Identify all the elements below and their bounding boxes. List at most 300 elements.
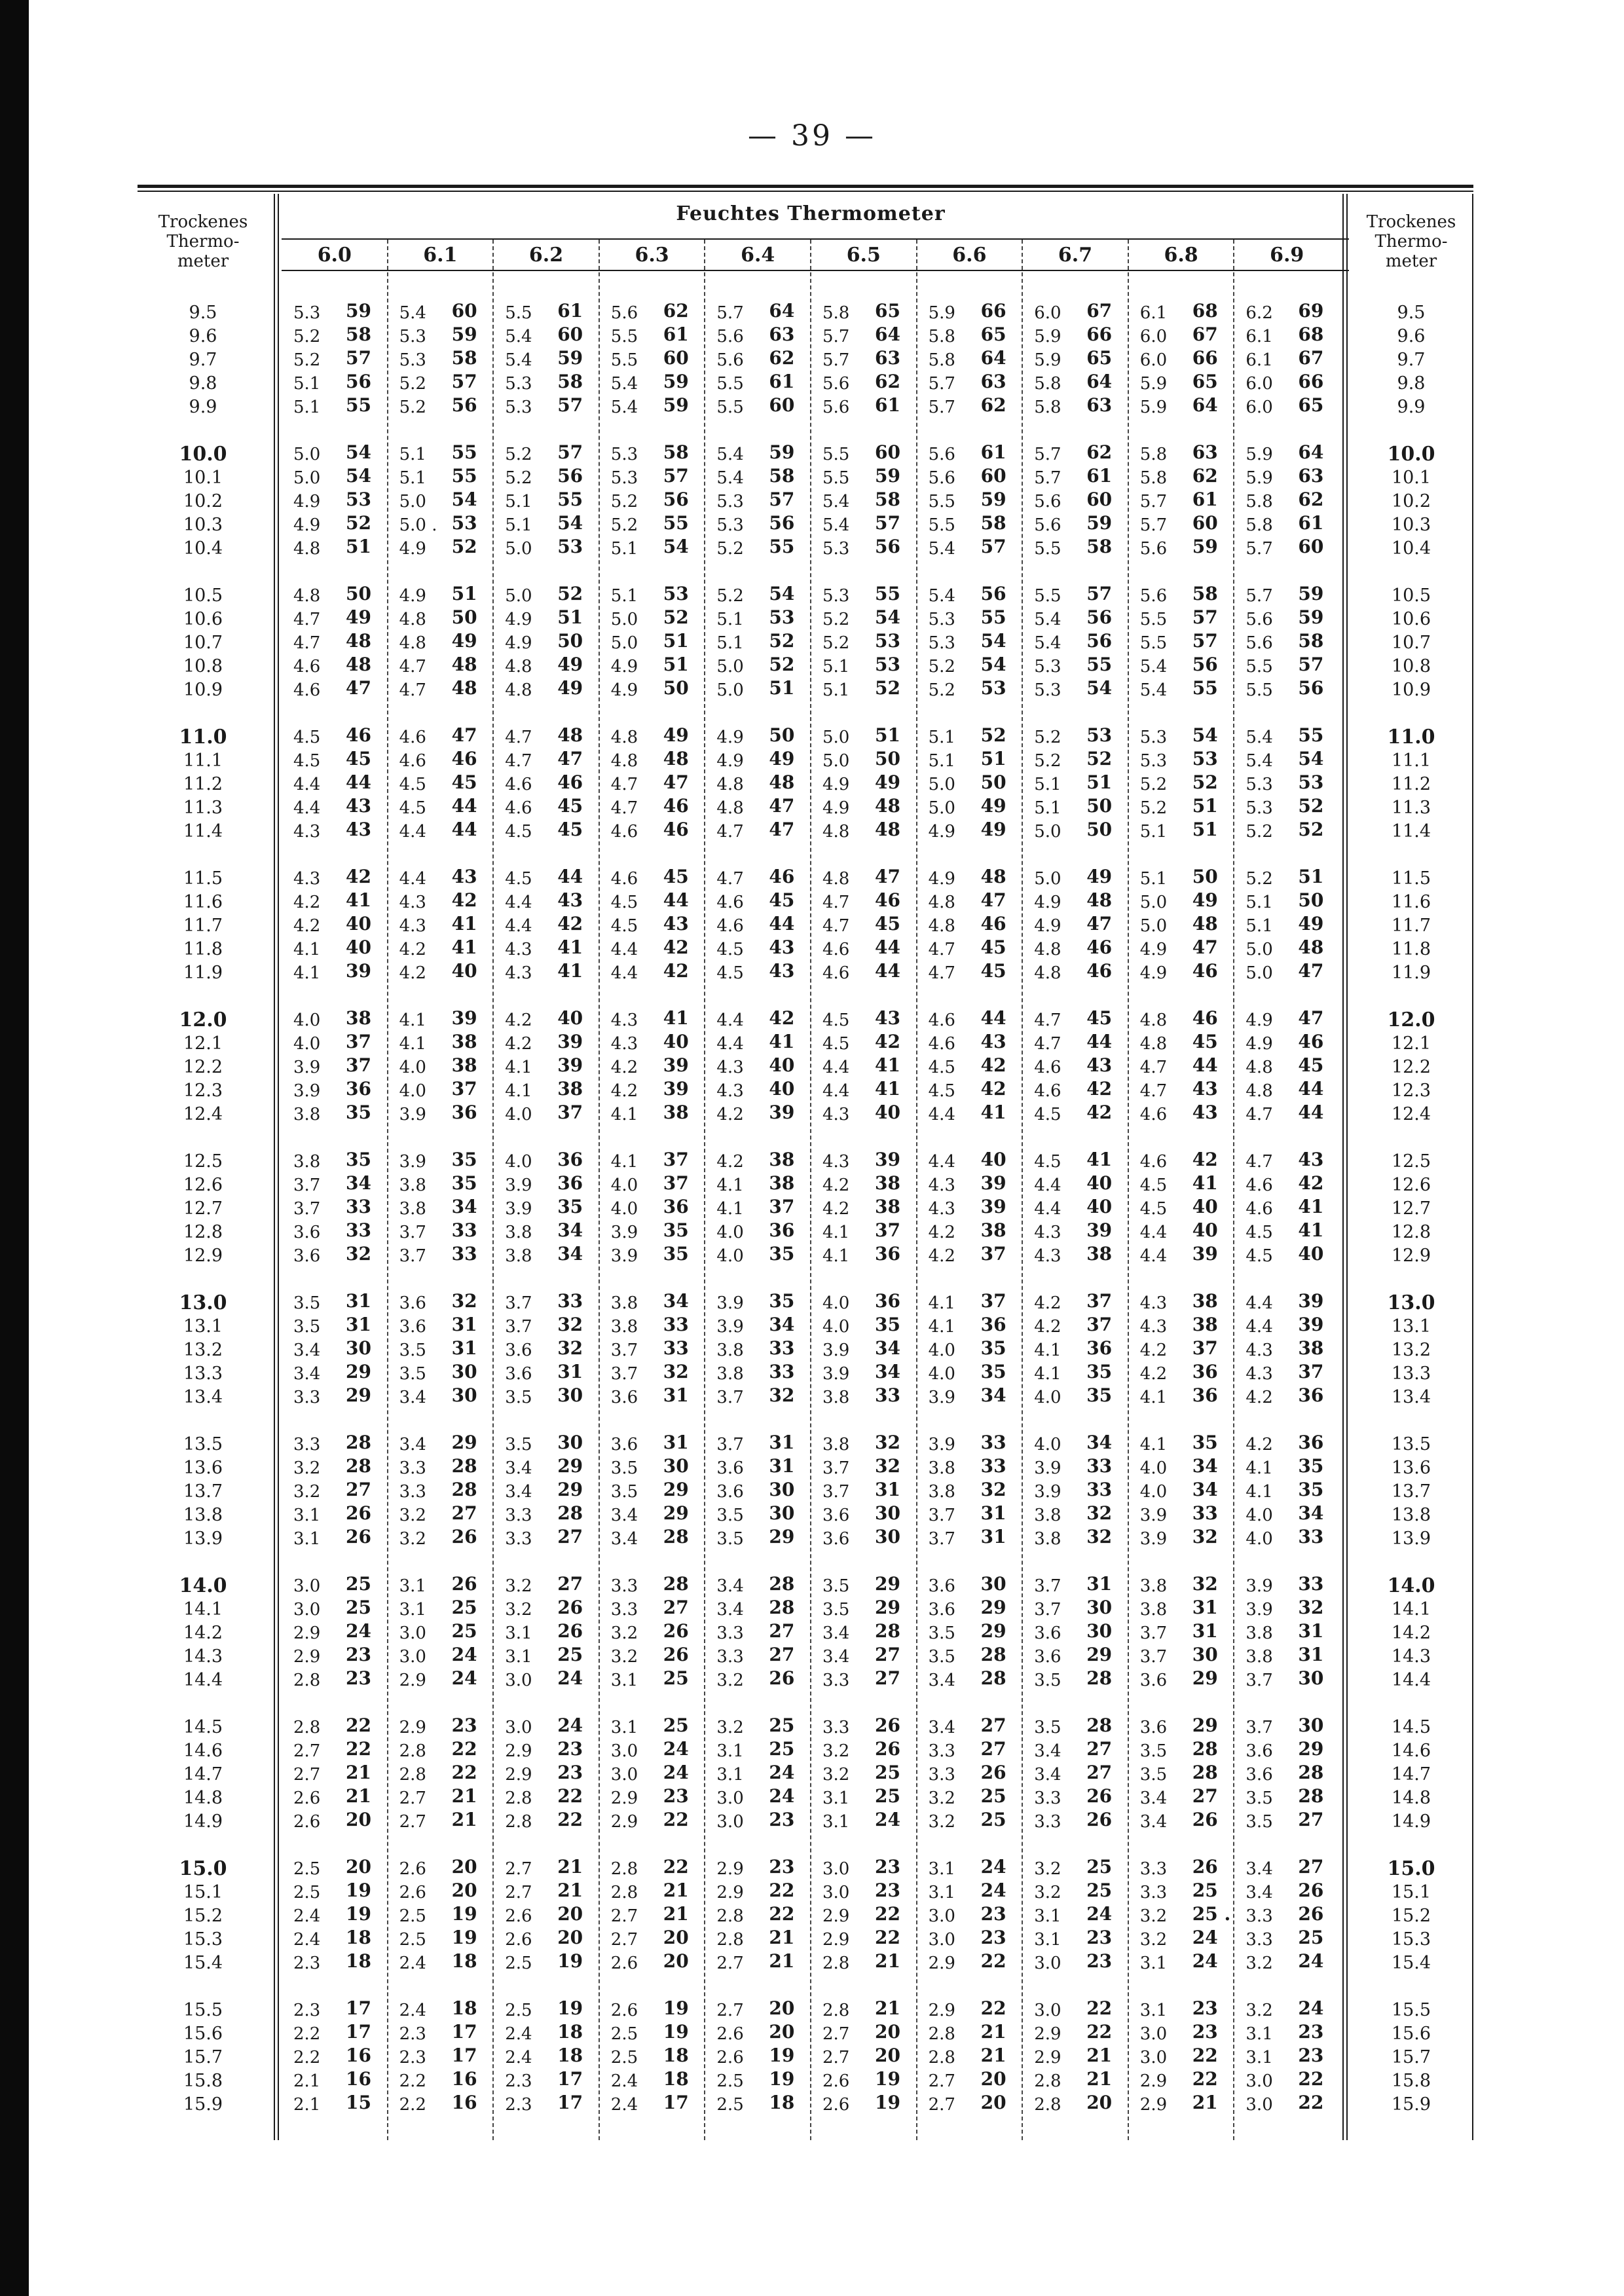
relative-humidity-value: 60 bbox=[875, 441, 900, 463]
relative-humidity-value: 19 bbox=[346, 1879, 371, 1901]
relative-humidity-value: 42 bbox=[451, 889, 477, 911]
dry-temp-right: 10.0 bbox=[1387, 443, 1435, 466]
relative-humidity-value: 25 bbox=[663, 1714, 689, 1736]
vapor-pressure-value: 4.9 bbox=[1034, 893, 1061, 912]
relative-humidity-value: 42 bbox=[1086, 1078, 1113, 1100]
relative-humidity-value: 55 bbox=[557, 489, 583, 510]
relative-humidity-value: 43 bbox=[451, 866, 477, 887]
row-group bbox=[138, 1574, 1473, 1692]
dry-temp-right: 9.7 bbox=[1397, 350, 1426, 370]
relative-humidity-value: 19 bbox=[346, 1903, 371, 1925]
relative-humidity-value: 27 bbox=[1086, 1762, 1113, 1783]
vapor-pressure-value: 3.8 bbox=[928, 1482, 955, 1502]
vapor-pressure-value: 3.5 bbox=[1139, 1765, 1168, 1785]
dry-temp-left: 15.7 bbox=[183, 2047, 223, 2067]
relative-humidity-value: 31 bbox=[769, 1432, 795, 1453]
relative-humidity-value: 20 bbox=[769, 2021, 795, 2043]
vapor-pressure-value: 3.5 bbox=[610, 1482, 638, 1502]
vapor-pressure-value: 3.9 bbox=[505, 1199, 532, 1219]
vapor-pressure-value: 4.7 bbox=[1246, 1105, 1273, 1124]
relative-humidity-value: 22 bbox=[346, 1738, 371, 1760]
vapor-pressure-value: 5.3 bbox=[716, 515, 744, 535]
relative-humidity-value: 23 bbox=[451, 1714, 477, 1736]
vapor-pressure-value: 5.9 bbox=[1139, 374, 1168, 394]
dry-temp-right: 14.5 bbox=[1391, 1717, 1431, 1737]
vapor-pressure-value: 3.1 bbox=[505, 1623, 532, 1643]
relative-humidity-value: 59 bbox=[1298, 606, 1324, 628]
relative-humidity-value: 62 bbox=[1086, 441, 1113, 463]
wet-column-header: 6.6 bbox=[952, 244, 987, 267]
vapor-pressure-value: 4.5 bbox=[399, 798, 426, 818]
vapor-pressure-value: 2.5 bbox=[505, 1953, 532, 1973]
relative-humidity-value: 67 bbox=[1086, 300, 1113, 322]
vapor-pressure-value: 4.8 bbox=[928, 916, 955, 936]
vapor-pressure-value: 4.6 bbox=[505, 775, 532, 794]
relative-humidity-value: 33 bbox=[1298, 1573, 1324, 1595]
relative-humidity-value: 40 bbox=[769, 1054, 795, 1076]
vapor-pressure-value: 3.2 bbox=[822, 1765, 850, 1785]
relative-humidity-value: 19 bbox=[663, 2021, 689, 2043]
relative-humidity-value: 28 bbox=[769, 1597, 795, 1618]
relative-humidity-value: 50 bbox=[663, 677, 689, 699]
dry-temp-left: 15.4 bbox=[183, 1953, 223, 1973]
relative-humidity-value: 41 bbox=[980, 1102, 1006, 1123]
relative-humidity-value: 19 bbox=[875, 2068, 900, 2090]
vapor-pressure-value: 2.9 bbox=[716, 1859, 744, 1879]
relative-humidity-value: 36 bbox=[875, 1243, 900, 1265]
vapor-pressure-value: 5.2 bbox=[610, 515, 638, 535]
vapor-pressure-value: 2.6 bbox=[716, 2048, 744, 2067]
vapor-pressure-value: 5.6 bbox=[1139, 539, 1168, 559]
relative-humidity-value: 17 bbox=[451, 2045, 477, 2066]
vapor-pressure-value: 3.0 bbox=[1034, 1953, 1061, 1973]
relative-humidity-value: 23 bbox=[557, 1738, 583, 1760]
vapor-pressure-value: 2.9 bbox=[293, 1647, 321, 1667]
vapor-pressure-value: 2.7 bbox=[928, 2095, 955, 2115]
vapor-pressure-value: 5.4 bbox=[716, 445, 744, 464]
relative-humidity-value: 24 bbox=[451, 1667, 477, 1689]
relative-humidity-value: 54 bbox=[980, 654, 1006, 675]
vapor-pressure-value: 5.9 bbox=[928, 303, 955, 323]
relative-humidity-value: 55 bbox=[769, 536, 795, 557]
relative-humidity-value: 58 bbox=[451, 347, 477, 369]
vapor-pressure-value: 4.3 bbox=[1034, 1223, 1061, 1242]
relative-humidity-value: 47 bbox=[346, 677, 371, 699]
vapor-pressure-value: 3.2 bbox=[716, 1671, 744, 1690]
relative-humidity-value: 20 bbox=[663, 1950, 689, 1972]
relative-humidity-value: 21 bbox=[875, 1997, 900, 2019]
relative-humidity-value: 31 bbox=[769, 1455, 795, 1477]
relative-humidity-value: 57 bbox=[557, 441, 583, 463]
vapor-pressure-value: 5.5 bbox=[610, 327, 638, 346]
relative-humidity-value: 53 bbox=[980, 677, 1006, 699]
vapor-pressure-value: 4.2 bbox=[716, 1152, 744, 1172]
relative-humidity-value: 50 bbox=[346, 583, 371, 604]
relative-humidity-value: 57 bbox=[557, 394, 583, 416]
relative-humidity-value: 25 bbox=[1192, 1879, 1218, 1901]
vapor-pressure-value: 5.2 bbox=[1246, 869, 1273, 889]
vapor-pressure-value: 4.3 bbox=[1139, 1293, 1168, 1313]
vapor-pressure-value: 3.4 bbox=[1139, 1788, 1168, 1808]
vapor-pressure-value: 2.2 bbox=[293, 2024, 321, 2044]
relative-humidity-value: 39 bbox=[1298, 1314, 1324, 1335]
vapor-pressure-value: 5.3 bbox=[610, 445, 638, 464]
wet-header: Feuchtes Thermometer bbox=[676, 202, 946, 225]
vapor-pressure-value: 5.1 bbox=[716, 610, 744, 629]
vapor-pressure-value: 5.2 bbox=[505, 445, 532, 464]
vapor-pressure-value: 5.0 bbox=[505, 586, 532, 606]
vapor-pressure-value: 4.2 bbox=[1139, 1364, 1168, 1384]
dry-temp-left: 11.4 bbox=[183, 821, 223, 842]
vapor-pressure-value: 5.0 bbox=[1246, 963, 1273, 983]
relative-humidity-value: 18 bbox=[557, 2045, 583, 2066]
vapor-pressure-value: 4.6 bbox=[822, 940, 850, 959]
relative-humidity-value: 45 bbox=[557, 819, 583, 840]
relative-humidity-value: 39 bbox=[1298, 1290, 1324, 1312]
vapor-pressure-value: 3.2 bbox=[1139, 1906, 1168, 1926]
vapor-pressure-value: 3.6 bbox=[505, 1364, 532, 1384]
relative-humidity-value: 49 bbox=[346, 606, 371, 628]
vapor-pressure-value: 2.8 bbox=[399, 1765, 426, 1785]
vapor-pressure-value: 3.1 bbox=[505, 1647, 532, 1667]
relative-humidity-value: 18 bbox=[663, 2068, 689, 2090]
vapor-pressure-value: 4.4 bbox=[1034, 1176, 1061, 1195]
relative-humidity-value: 55 bbox=[1086, 654, 1113, 675]
vapor-pressure-value: 3.0 bbox=[928, 1930, 955, 1950]
vapor-pressure-value: 2.9 bbox=[822, 1930, 850, 1950]
vapor-pressure-value: 5.1 bbox=[928, 728, 955, 747]
relative-humidity-value: 25 bbox=[980, 1785, 1006, 1807]
relative-humidity-value: 54 bbox=[346, 465, 371, 487]
relative-humidity-value: 54 bbox=[663, 536, 689, 557]
relative-humidity-value: 43 bbox=[769, 960, 795, 982]
dry-temp-left: 14.0 bbox=[179, 1574, 227, 1597]
relative-humidity-value: 23 bbox=[1086, 1927, 1113, 1948]
relative-humidity-value: 32 bbox=[557, 1314, 583, 1335]
relative-humidity-value: 45 bbox=[451, 771, 477, 793]
vapor-pressure-value: 2.9 bbox=[610, 1788, 638, 1808]
vapor-pressure-value: 3.2 bbox=[399, 1506, 426, 1525]
vapor-pressure-value: 4.1 bbox=[610, 1105, 638, 1124]
vapor-pressure-value: 4.7 bbox=[1139, 1081, 1168, 1101]
relative-humidity-value: 25 . bbox=[1192, 1903, 1231, 1925]
vapor-pressure-value: 3.0 bbox=[1139, 2024, 1168, 2044]
relative-humidity-value: 16 bbox=[451, 2092, 477, 2113]
relative-humidity-value: 23 bbox=[663, 1785, 689, 1807]
vapor-pressure-value: 3.0 bbox=[293, 1600, 321, 1620]
relative-humidity-value: 26 bbox=[663, 1644, 689, 1665]
dry-temp-right: 10.6 bbox=[1391, 609, 1431, 629]
relative-humidity-value: 67 bbox=[1192, 324, 1218, 345]
relative-humidity-value: 43 bbox=[346, 819, 371, 840]
relative-humidity-value: 52 bbox=[1298, 795, 1324, 817]
relative-humidity-value: 22 bbox=[875, 1927, 900, 1948]
vapor-pressure-value: 5.3 bbox=[1246, 775, 1273, 794]
vapor-pressure-value: 5.6 bbox=[1034, 492, 1061, 511]
relative-humidity-value: 27 bbox=[346, 1479, 371, 1500]
relative-humidity-value: 49 bbox=[663, 724, 689, 746]
vapor-pressure-value: 4.9 bbox=[293, 515, 321, 535]
relative-humidity-value: 33 bbox=[1086, 1479, 1113, 1500]
vapor-pressure-value: 5.1 bbox=[505, 492, 532, 511]
dry-temp-left: 12.0 bbox=[179, 1009, 227, 1031]
relative-humidity-value: 28 bbox=[1192, 1738, 1218, 1760]
relative-humidity-value: 32 bbox=[1086, 1526, 1113, 1547]
relative-humidity-value: 55 bbox=[346, 394, 371, 416]
relative-humidity-value: 53 bbox=[1086, 724, 1113, 746]
relative-humidity-value: 29 bbox=[875, 1573, 900, 1595]
relative-humidity-value: 35 bbox=[346, 1149, 371, 1170]
relative-humidity-value: 24 bbox=[980, 1879, 1006, 1901]
relative-humidity-value: 22 bbox=[980, 1950, 1006, 1972]
relative-humidity-value: 21 bbox=[980, 2021, 1006, 2043]
relative-humidity-value: 34 bbox=[769, 1314, 795, 1335]
vapor-pressure-value: 2.9 bbox=[1034, 2048, 1061, 2067]
vapor-pressure-value: 2.9 bbox=[716, 1883, 744, 1902]
relative-humidity-value: 21 bbox=[769, 1950, 795, 1972]
vapor-pressure-value: 3.1 bbox=[1139, 1953, 1168, 1973]
dry-temp-left: 15.9 bbox=[183, 2094, 223, 2115]
dry-temp-left: 10.1 bbox=[183, 468, 223, 488]
vapor-pressure-value: 4.4 bbox=[293, 775, 321, 794]
vapor-pressure-value: 5.9 bbox=[1034, 350, 1061, 370]
relative-humidity-value: 49 bbox=[980, 819, 1006, 840]
relative-humidity-value: 37 bbox=[663, 1172, 689, 1194]
vapor-pressure-value: 5.2 bbox=[822, 610, 850, 629]
relative-humidity-value: 56 bbox=[769, 512, 795, 534]
vapor-pressure-value: 5.7 bbox=[928, 398, 955, 417]
vapor-pressure-value: 3.3 bbox=[1139, 1859, 1168, 1879]
relative-humidity-value: 29 bbox=[1086, 1644, 1113, 1665]
relative-humidity-value: 54 bbox=[557, 512, 583, 534]
vapor-pressure-value: 5.3 bbox=[1034, 680, 1061, 700]
wet-column-header: 6.7 bbox=[1058, 244, 1093, 267]
relative-humidity-value: 52 bbox=[1298, 819, 1324, 840]
vapor-pressure-value: 3.1 bbox=[399, 1576, 426, 1596]
relative-humidity-value: 51 bbox=[1192, 819, 1218, 840]
vapor-pressure-value: 3.6 bbox=[1139, 1671, 1168, 1690]
relative-humidity-value: 38 bbox=[1192, 1314, 1218, 1335]
vapor-pressure-value: 3.6 bbox=[822, 1506, 850, 1525]
dry-temp-left: 9.8 bbox=[189, 373, 217, 394]
dry-temp-left: 13.1 bbox=[183, 1316, 223, 1337]
relative-humidity-value: 41 bbox=[557, 936, 583, 958]
relative-humidity-value: 33 bbox=[663, 1314, 689, 1335]
vapor-pressure-value: 5.7 bbox=[1034, 445, 1061, 464]
vapor-pressure-value: 5.8 bbox=[1246, 515, 1273, 535]
vapor-pressure-value: 5.2 bbox=[1034, 728, 1061, 747]
vapor-pressure-value: 5.3 bbox=[1139, 728, 1168, 747]
dry-temp-left: 11.2 bbox=[183, 774, 223, 794]
relative-humidity-value: 49 bbox=[769, 748, 795, 769]
vapor-pressure-value: 3.1 bbox=[1246, 2024, 1273, 2044]
vapor-pressure-value: 3.2 bbox=[1139, 1930, 1168, 1950]
relative-humidity-value: 53 bbox=[1298, 771, 1324, 793]
vapor-pressure-value: 3.5 bbox=[1034, 1671, 1061, 1690]
relative-humidity-value: 23 bbox=[1192, 2021, 1218, 2043]
relative-humidity-value: 23 bbox=[1298, 2021, 1324, 2043]
vapor-pressure-value: 3.0 bbox=[822, 1883, 850, 1902]
relative-humidity-value: 55 bbox=[875, 583, 900, 604]
vapor-pressure-value: 2.7 bbox=[928, 2071, 955, 2091]
dry-temp-right: 10.4 bbox=[1391, 538, 1431, 559]
relative-humidity-value: 17 bbox=[557, 2068, 583, 2090]
vapor-pressure-value: 2.8 bbox=[399, 1741, 426, 1761]
column-header-underline bbox=[282, 270, 1349, 271]
vapor-pressure-value: 5.8 bbox=[1139, 468, 1168, 488]
dry-temp-left: 12.3 bbox=[183, 1081, 223, 1101]
vapor-pressure-value: 4.4 bbox=[928, 1152, 955, 1172]
vapor-pressure-value: 4.7 bbox=[716, 822, 744, 842]
vapor-pressure-value: 3.0 bbox=[928, 1906, 955, 1926]
vapor-pressure-value: 2.7 bbox=[610, 1906, 638, 1926]
relative-humidity-value: 53 bbox=[346, 489, 371, 510]
vapor-pressure-value: 3.2 bbox=[293, 1458, 321, 1478]
relative-humidity-value: 22 bbox=[663, 1809, 689, 1830]
relative-humidity-value: 16 bbox=[346, 2068, 371, 2090]
wet-column-header: 6.8 bbox=[1164, 244, 1198, 267]
dry-temp-left: 10.4 bbox=[183, 538, 223, 559]
relative-humidity-value: 41 bbox=[875, 1054, 900, 1076]
vapor-pressure-value: 4.8 bbox=[1034, 963, 1061, 983]
dry-temp-right: 15.5 bbox=[1391, 2000, 1431, 2020]
relative-humidity-value: 46 bbox=[663, 819, 689, 840]
vapor-pressure-value: 3.8 bbox=[822, 1388, 850, 1407]
vapor-pressure-value: 2.7 bbox=[610, 1930, 638, 1950]
vapor-pressure-value: 5.4 bbox=[399, 303, 426, 323]
vapor-pressure-value: 2.2 bbox=[399, 2095, 426, 2115]
dry-temp-left: 10.3 bbox=[183, 515, 223, 535]
relative-humidity-value: 21 bbox=[980, 2045, 1006, 2066]
row-group bbox=[138, 443, 1473, 561]
dry-temp-right: 11.9 bbox=[1391, 963, 1431, 983]
vapor-pressure-value: 3.3 bbox=[1246, 1906, 1273, 1926]
vapor-pressure-value: 2.9 bbox=[1139, 2071, 1168, 2091]
vapor-pressure-value: 4.9 bbox=[293, 492, 321, 511]
vapor-pressure-value: 3.6 bbox=[928, 1600, 955, 1620]
relative-humidity-value: 47 bbox=[769, 819, 795, 840]
relative-humidity-value: 47 bbox=[663, 771, 689, 793]
relative-humidity-value: 21 bbox=[663, 1879, 689, 1901]
vapor-pressure-value: 3.9 bbox=[293, 1081, 321, 1101]
vapor-pressure-value: 3.9 bbox=[610, 1246, 638, 1266]
relative-humidity-value: 28 bbox=[875, 1620, 900, 1642]
relative-humidity-value: 19 bbox=[451, 1927, 477, 1948]
relative-humidity-value: 67 bbox=[1298, 347, 1324, 369]
vapor-pressure-value: 2.6 bbox=[505, 1930, 532, 1950]
relative-humidity-value: 48 bbox=[557, 724, 583, 746]
relative-humidity-value: 28 bbox=[1298, 1762, 1324, 1783]
relative-humidity-value: 26 bbox=[980, 1762, 1006, 1783]
vapor-pressure-value: 4.3 bbox=[716, 1058, 744, 1077]
relative-humidity-value: 63 bbox=[1298, 465, 1324, 487]
vapor-pressure-value: 3.6 bbox=[1139, 1718, 1168, 1737]
vapor-pressure-value: 5.4 bbox=[1246, 751, 1273, 771]
relative-humidity-value: 23 bbox=[980, 1903, 1006, 1925]
relative-humidity-value: 37 bbox=[769, 1196, 795, 1217]
relative-humidity-value: 21 bbox=[557, 1879, 583, 1901]
dry-temp-left: 11.7 bbox=[183, 916, 223, 936]
relative-humidity-value: 36 bbox=[346, 1078, 371, 1100]
dry-temp-left: 13.6 bbox=[183, 1458, 223, 1478]
dry-temp-right: 12.2 bbox=[1391, 1057, 1431, 1077]
relative-humidity-value: 62 bbox=[769, 347, 795, 369]
relative-humidity-value: 34 bbox=[557, 1243, 583, 1265]
relative-humidity-value: 51 bbox=[1298, 866, 1324, 887]
vapor-pressure-value: 6.0 bbox=[1034, 303, 1061, 323]
relative-humidity-value: 42 bbox=[663, 936, 689, 958]
relative-humidity-value: 43 bbox=[875, 1007, 900, 1029]
vapor-pressure-value: 5.3 bbox=[822, 586, 850, 606]
vapor-pressure-value: 3.3 bbox=[399, 1458, 426, 1478]
relative-humidity-value: 38 bbox=[980, 1219, 1006, 1241]
vapor-pressure-value: 4.3 bbox=[1139, 1317, 1168, 1337]
relative-humidity-value: 31 bbox=[663, 1384, 689, 1406]
relative-humidity-value: 48 bbox=[451, 677, 477, 699]
relative-humidity-value: 40 bbox=[980, 1149, 1006, 1170]
relative-humidity-value: 38 bbox=[769, 1149, 795, 1170]
relative-humidity-value: 43 bbox=[1298, 1149, 1324, 1170]
relative-humidity-value: 40 bbox=[1192, 1219, 1218, 1241]
relative-humidity-value: 37 bbox=[346, 1054, 371, 1076]
dry-temp-right: 14.1 bbox=[1391, 1599, 1431, 1620]
relative-humidity-value: 52 bbox=[663, 606, 689, 628]
relative-humidity-value: 28 bbox=[346, 1432, 371, 1453]
relative-humidity-value: 25 bbox=[451, 1620, 477, 1642]
relative-humidity-value: 35 bbox=[1086, 1361, 1113, 1382]
vapor-pressure-value: 3.2 bbox=[928, 1812, 955, 1832]
relative-humidity-value: 34 bbox=[1192, 1479, 1218, 1500]
vapor-pressure-value: 2.1 bbox=[293, 2095, 321, 2115]
relative-humidity-value: 16 bbox=[451, 2068, 477, 2090]
vapor-pressure-value: 4.0 bbox=[399, 1058, 426, 1077]
dry-header-right-line2: Thermo- bbox=[1375, 232, 1448, 251]
vapor-pressure-value: 5.7 bbox=[1139, 515, 1168, 535]
relative-humidity-value: 57 bbox=[1192, 630, 1218, 652]
vapor-pressure-value: 4.4 bbox=[716, 1034, 744, 1054]
relative-humidity-value: 30 bbox=[1086, 1597, 1113, 1618]
relative-humidity-value: 48 bbox=[346, 630, 371, 652]
relative-humidity-value: 22 bbox=[1192, 2068, 1218, 2090]
vapor-pressure-value: 5.1 bbox=[399, 468, 426, 488]
relative-humidity-value: 30 bbox=[557, 1384, 583, 1406]
vapor-pressure-value: 2.4 bbox=[610, 2095, 638, 2115]
vapor-pressure-value: 5.6 bbox=[716, 327, 744, 346]
relative-humidity-value: 50 bbox=[1192, 866, 1218, 887]
vapor-pressure-value: 3.9 bbox=[399, 1152, 426, 1172]
vapor-pressure-value: 4.8 bbox=[293, 586, 321, 606]
vapor-pressure-value: 4.3 bbox=[716, 1081, 744, 1101]
vapor-pressure-value: 4.1 bbox=[1139, 1435, 1168, 1454]
relative-humidity-value: 61 bbox=[1298, 512, 1324, 534]
relative-humidity-value: 52 bbox=[769, 654, 795, 675]
vapor-pressure-value: 5.6 bbox=[1246, 610, 1273, 629]
vapor-pressure-value: 3.8 bbox=[1246, 1647, 1273, 1667]
vapor-pressure-value: 2.7 bbox=[505, 1883, 532, 1902]
relative-humidity-value: 40 bbox=[1086, 1196, 1113, 1217]
vapor-pressure-value: 5.2 bbox=[928, 657, 955, 676]
vapor-pressure-value: 5.7 bbox=[1139, 492, 1168, 511]
relative-humidity-value: 38 bbox=[346, 1007, 371, 1029]
relative-humidity-value: 42 bbox=[875, 1031, 900, 1052]
dry-temp-right: 14.4 bbox=[1391, 1670, 1431, 1690]
relative-humidity-value: 50 bbox=[875, 748, 900, 769]
vapor-pressure-value: 5.2 bbox=[505, 468, 532, 488]
relative-humidity-value: 20 bbox=[451, 1879, 477, 1901]
relative-humidity-value: 37 bbox=[557, 1102, 583, 1123]
vapor-pressure-value: 4.3 bbox=[610, 1034, 638, 1054]
dry-temp-right: 11.0 bbox=[1387, 726, 1435, 749]
